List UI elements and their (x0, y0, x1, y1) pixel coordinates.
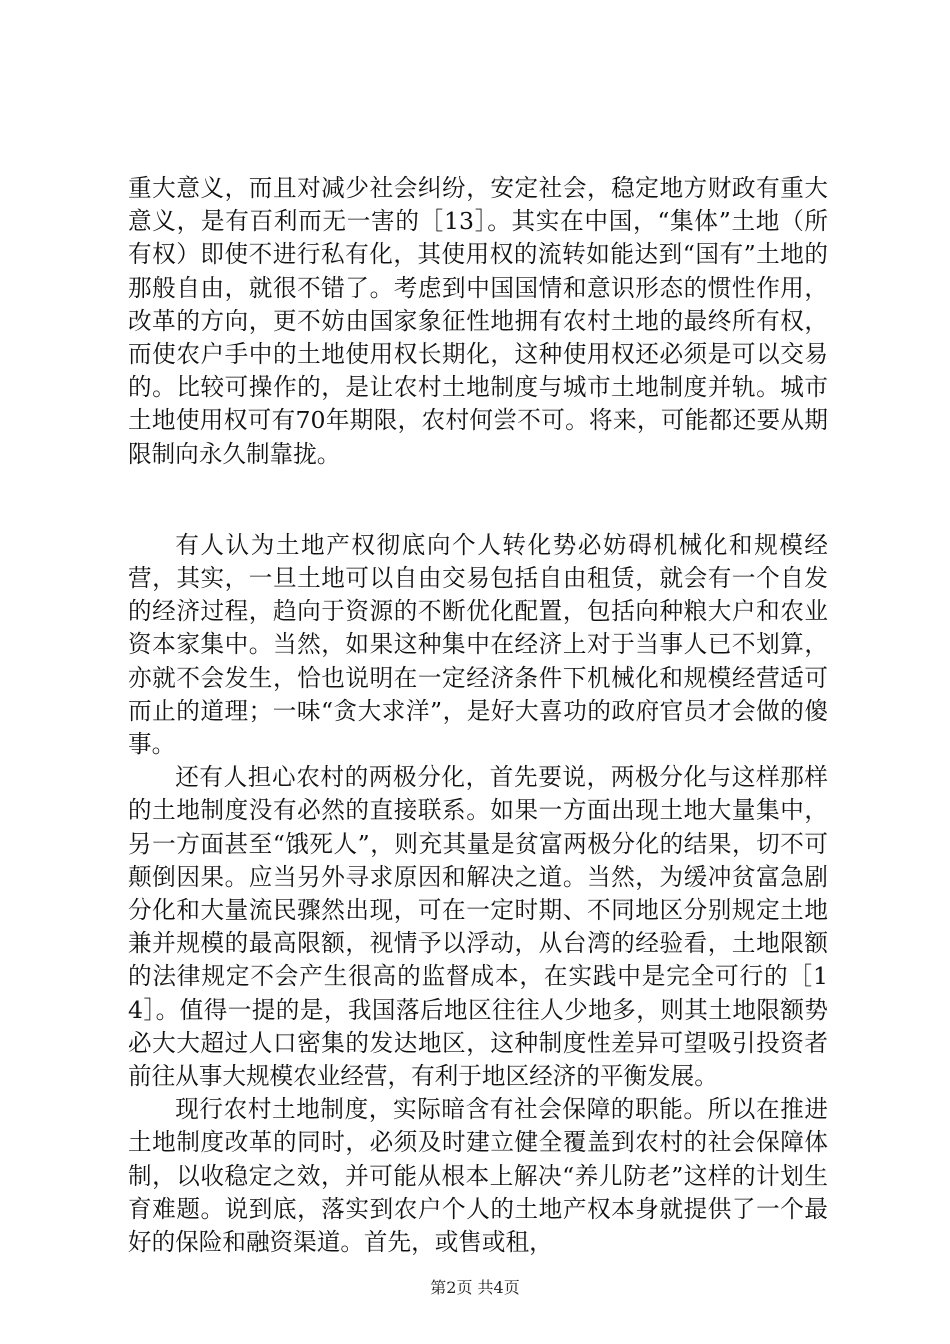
paragraph-3: 还有人担心农村的两极分化，首先要说，两极分化与这样那样的土地制度没有必然的直接联系。如果一方面出现土地大量集中，另一方面甚至“饿死人”，则充其量是贫富两极分化的结果，切不可颠倒因果。应当另外寻求原因和解决之道。当然，为缓冲贫富急剧分化和大量流民骤然出现，可在一定时期、不同地区分别规定土地兼并规模的最高限额，视情予以浮动，从台湾的经验看，土地限额的法律规定不会产生很高的监督成本，在实践中是完全可行的［14］。值得一提的是，我国落后地区往往人少地多，则其土地限额势必大大超过人口密集的发达地区，这种制度性差异可望吸引投资者前往从事大规模农业经营，有利于地区经济的平衡发展。 (128, 763, 828, 1091)
document-body (128, 172, 828, 1259)
paragraph-4: 现行农村土地制度，实际暗含有社会保障的职能。所以在推进土地制度改革的同时，必须及时建立健全覆盖到农村的社会保障体制，以收稳定之效，并可能从根本上解决“养儿防老”这样的计划生育难题。说到底，落实到农户个人的土地产权本身就提供了一个最好的保险和融资渠道。首先，或售或租， (128, 1095, 828, 1257)
page-number-footer: 第2页 共4页 (430, 1278, 520, 1297)
paragraph-2: 有人认为土地产权彻底向个人转化势必妨碍机械化和规模经营，其实，一旦土地可以自由交易包括自由租赁，就会有一个自发的经济过程，趋向于资源的不断优化配置，包括向种粮大户和农业资本家集中。当然，如果这种集中在经济上对于当事人已不划算，亦就不会发生，恰也说明在一定经济条件下机械化和规模经营适可而止的道理；一味“贪大求洋”，是好大喜功的政府官员才会做的傻事。 (128, 530, 828, 759)
paragraph-1: 重大意义，而且对减少社会纠纷，安定社会，稳定地方财政有重大意义，是有百利而无一害的［13］。其实在中国，“集体”土地（所有权）即使不进行私有化，其使用权的流转如能达到“国有”土地的那般自由，就很不错了。考虑到中国国情和意识形态的惯性作用，改革的方向，更不妨由国家象征性地拥有农村土地的最终所有权，而使农户手中的土地使用权长期化，这种使用权还必须是可以交易的。比较可操作的，是让农村土地制度与城市土地制度并轨。城市土地使用权可有70年期限，农村何尝不可。将来，可能都还要从期限制向永久制靠拢。 (128, 174, 828, 468)
